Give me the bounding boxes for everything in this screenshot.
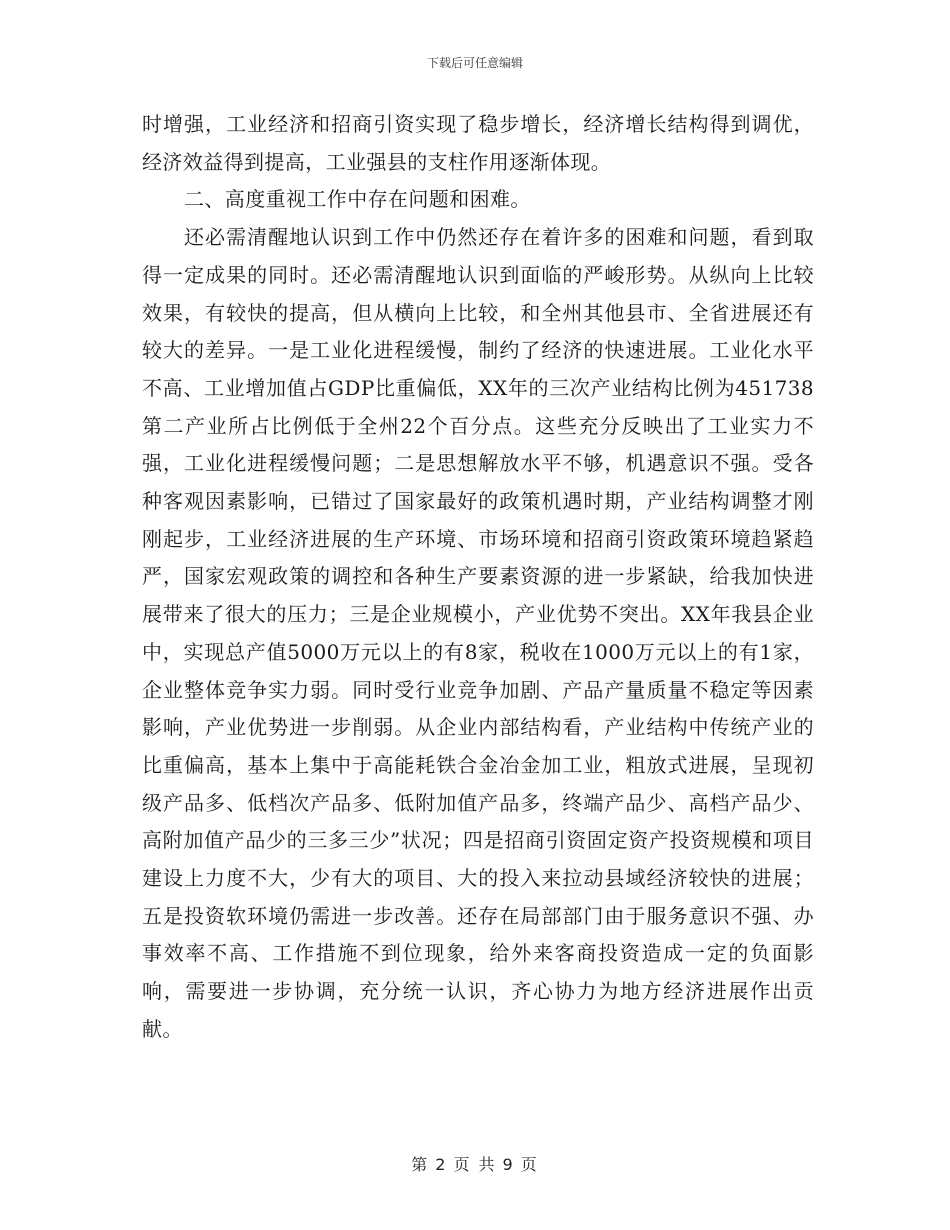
- footer-current-page: 2: [435, 1155, 448, 1174]
- footer-middle: 页 共: [453, 1155, 497, 1174]
- paragraph-problems: 还必需清醒地认识到工作中仍然还存在着许多的困难和问题，看到取得一定成果的同时。还必需清醒地认识到面临的严峻形势。从纵向上比较效果，有较快的提高，但从横向上比较，和全州其他县市、全省进展还有较大的差异。一是工业化进程缓慢，制约了经济的快速进展。工业化水平不高、工业增加值占GDP比重偏低，XX年的三次产业结构比例为451738第二产业所占比例低于全州22个百分点。这些充分反映出了工业实力不强，工业化进程缓慢问题；二是思想解放水平不够，机遇意识不强。受各种客观因素影响，已错过了国家最好的政策机遇时期，产业结构调整才刚刚起步，工业经济进展的生产环境、市场环境和招商引资政策环境趋紧趋严，国家宏观政策的调控和各种生产要素资源的进一步紧缺，给我加快进展带来了很大的压力；三是企业规模小，产业优势不突出。XX年我县企业中，实现总产值5000万元以上的有8家，税收在1000万元以上的有1家，企业整体竞争实力弱。同时受行业竞争加剧、产品产量质量不稳定等因素影响，产业优势进一步削弱。从企业内部结构看，产业结构中传统产业的比重偏高，基本上集中于高能耗铁合金冶金加工业，粗放式进展，呈现初级产品多、低档次产品多、低附加值产品多，终端产品少、高档产品少、高附加值产品少的三多三少”状况；四是招商引资固定资产投资规模和项目建设上力度不大，少有大的项目、大的投入来拉动县域经济较快的进展；五是投资软环境仍需进一步改善。还存在局部部门由于服务意识不强、办事效率不高、工作措施不到位现象，给外来客商投资造成一定的负面影响，需要进一步协调，充分统一认识，齐心协力为地方经济进展作出贡献。: [142, 225, 814, 1041]
- section-heading: 二、高度重视工作中存在问题和困难。: [184, 187, 531, 212]
- footer-total-pages: 9: [502, 1155, 515, 1174]
- page-footer: [0, 1152, 950, 1175]
- footer-prefix: 第: [411, 1155, 430, 1174]
- footer-suffix: 页: [520, 1155, 539, 1174]
- page-header-note: 下载后可任意编辑: [426, 56, 523, 70]
- document-body: [142, 106, 814, 1049]
- paragraph-continuation: 时增强，工业经济和招商引资实现了稳步增长，经济增长结构得到调优，经济效益得到提高，工业强县的支柱作用逐渐体现。: [142, 112, 814, 174]
